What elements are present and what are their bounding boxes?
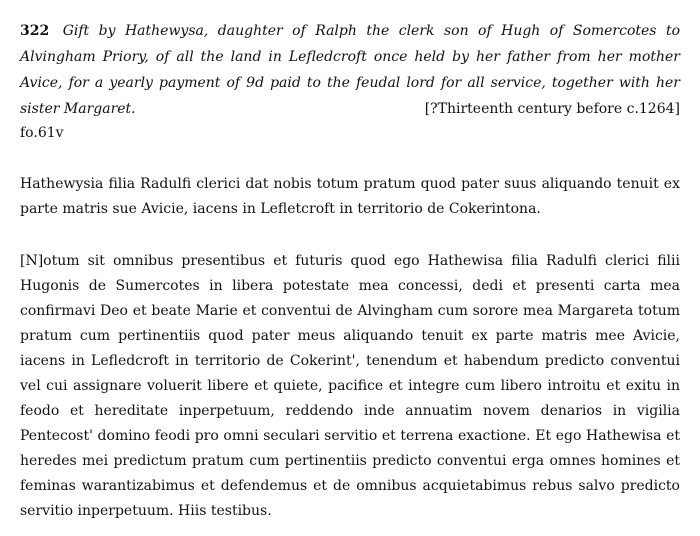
charter-text: [N]otum sit omnibus presentibus et futuris quod ego Hathewisa filia Radulfi clerici filii Hugonis de Sumercotes in libera potestate mea concessi, dedi et presenti carta mea confirmavi Deo et beate Marie et conventui de Alvingham cum sorore mea Margareta totum pratum cum pertinentiis quod pater meus aliquando tenuit ex parte matris mee Avicie, iacens in Lefledcroft in territorio de Cokerint', tenendum et habendum predicto conventui vel cui assignare voluerit libere et quiete, pacifice et integre cum libero introitu et exitu in feodo et hereditate inperpetuum, reddendo inde annuatim novem denarios in vigilia Pentecost' domino feodi pro omni seculari servitio et terrena exactione. Et ego Hathewisa et heredes mei predictum pratum cum pertinentiis predicto conventui erga omnes homines et feminas warantizabimus et defendemus et de omnibus acquietabimus rebus salvo predicto servitio inperpetuum. Hiis testibus. bbox=[20, 253, 680, 519]
entry-date: [?Thirteenth century before c.1264] bbox=[424, 101, 680, 117]
entry-number: 322 bbox=[20, 23, 50, 39]
latin-summary: Hathewysia filia Radulfi clerici dat nobis totum pratum quod pater suus aliquando tenuit ex parte matris sue Avicie, iacens in Lefletcroft in territorio de Cokerintona. bbox=[20, 176, 680, 217]
entry-heading bbox=[20, 18, 680, 122]
folio-reference: fo.61v bbox=[20, 125, 64, 141]
document-page bbox=[20, 18, 680, 524]
entry-heading-text: Gift by Hathewysa, daughter of Ralph the clerk son of Hugh of Somercotes to Alvingham Priory, of all the land in Lefledcroft once held by her father from her mother Avice, for a yearly payment of 9d paid to the feudal lord for all service, together with her sister Margaret. bbox=[20, 23, 681, 117]
